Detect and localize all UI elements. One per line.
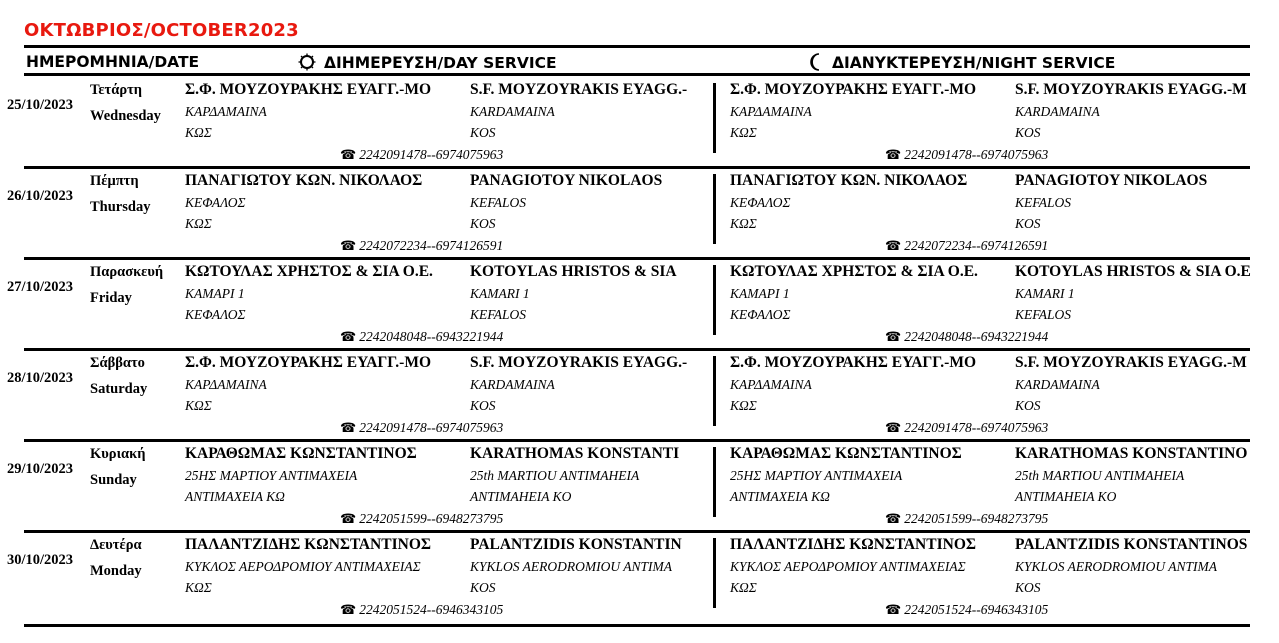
day-pharmacy-name-gr: ΚΩΤΟΥΛΑΣ ΧΡΗΣΤΟΣ & ΣΙΑ Ο.Ε. <box>185 263 433 280</box>
day-address-en: KARDAMAINA <box>470 377 555 392</box>
phone-icon: ☎ <box>885 329 902 344</box>
column-divider <box>713 265 716 335</box>
night-service-header <box>808 53 1115 72</box>
day-city-en: KOS <box>470 580 496 595</box>
day-city-en: KEFALOS <box>470 307 527 322</box>
night-address-gr: ΚΥΚΛΟΣ ΑΕΡΟΔΡΟΜΙΟΥ ΑΝΤΙΜΑΧΕΙΑΣ <box>730 559 966 574</box>
row-date: 27/10/2023 <box>7 279 74 295</box>
day-phone[interactable] <box>340 238 503 254</box>
day-city-gr: ΚΩΣ <box>185 125 212 140</box>
row-date: 25/10/2023 <box>7 97 74 113</box>
night-pharmacy-name-en: PALANTZIDIS KONSTANTINOS <box>1015 536 1248 553</box>
night-address-en: KARDAMAINA <box>1015 377 1100 392</box>
sun-icon <box>298 53 316 71</box>
row-date: 29/10/2023 <box>7 461 74 477</box>
night-phone[interactable] <box>885 511 1048 527</box>
row-day-greek: Κυριακή <box>90 446 146 462</box>
night-phone-number: 2242051599--6948273795 <box>904 511 1049 526</box>
night-phone[interactable] <box>885 329 1048 345</box>
night-pharmacy-name-en: S.F. MOYZOYRAKIS EYAGG.-M <box>1015 81 1247 98</box>
header-bottom-rule <box>24 73 1250 76</box>
night-city-en: KOS <box>1015 580 1041 595</box>
night-city-gr: ΚΕΦΑΛΟΣ <box>730 307 791 322</box>
day-pharmacy-name-gr: Σ.Φ. ΜΟΥΖΟΥΡΑΚΗΣ ΕΥΑΓΓ.-ΜΟ <box>185 81 432 98</box>
day-phone-number: 2242048048--6943221944 <box>359 329 504 344</box>
day-address-en: KARDAMAINA <box>470 104 555 119</box>
day-phone-number: 2242091478--6974075963 <box>359 147 504 162</box>
column-divider <box>713 174 716 244</box>
row-day-greek: Δευτέρα <box>90 537 142 553</box>
day-city-gr: ΚΩΣ <box>185 216 212 231</box>
row-day-english: Friday <box>90 290 132 306</box>
column-divider <box>713 83 716 153</box>
night-pharmacy-name-gr: Σ.Φ. ΜΟΥΖΟΥΡΑΚΗΣ ΕΥΑΓΓ.-ΜΟ <box>730 354 977 371</box>
night-pharmacy-name-en: KARATHOMAS KONSTANTINO <box>1015 445 1248 462</box>
table-row <box>0 260 1279 351</box>
row-date: 28/10/2023 <box>7 370 74 386</box>
night-address-gr: ΚΕΦΑΛΟΣ <box>730 195 791 210</box>
night-city-gr: ΚΩΣ <box>730 216 757 231</box>
row-separator <box>24 257 1250 260</box>
night-city-en: ANTIMAHEIA KO <box>1015 489 1117 504</box>
row-day-english: Wednesday <box>90 108 161 124</box>
day-pharmacy-name-en: KOTOYLAS HRISTOS & SIA <box>470 263 677 280</box>
day-city-gr: ΚΕΦΑΛΟΣ <box>185 307 246 322</box>
day-phone[interactable] <box>340 602 503 618</box>
night-phone[interactable] <box>885 602 1048 618</box>
night-phone-number: 2242091478--6974075963 <box>904 147 1049 162</box>
night-city-en: KOS <box>1015 216 1041 231</box>
row-day-english: Sunday <box>90 472 137 488</box>
day-address-gr: ΚΑΡΔΑΜΑΙΝΑ <box>185 377 267 392</box>
day-address-gr: ΚΕΦΑΛΟΣ <box>185 195 246 210</box>
night-city-en: KEFALOS <box>1015 307 1072 322</box>
night-service-label: ΔΙΑΝΥΚΤΕΡΕΥΣΗ/NIGHT SERVICE <box>832 54 1116 72</box>
night-pharmacy-name-en: KOTOYLAS HRISTOS & SIA O.E <box>1015 263 1251 280</box>
row-date: 30/10/2023 <box>7 552 74 568</box>
night-address-en: 25th MARTIOU ANTIMAHEIA <box>1015 468 1185 483</box>
phone-icon: ☎ <box>885 511 902 526</box>
column-divider <box>713 447 716 517</box>
row-day-english: Monday <box>90 563 142 579</box>
night-pharmacy-name-gr: ΚΑΡΑΘΩΜΑΣ ΚΩΝΣΤΑΝΤΙΝΟΣ <box>730 445 962 462</box>
phone-icon: ☎ <box>340 602 357 617</box>
day-phone-number: 2242072234--6974126591 <box>359 238 504 253</box>
day-phone[interactable] <box>340 329 503 345</box>
day-city-en: KOS <box>470 216 496 231</box>
night-city-gr: ΑΝΤΙΜΑΧΕΙΑ ΚΩ <box>730 489 830 504</box>
day-address-en: 25th MARTIOU ANTIMAHEIA <box>470 468 640 483</box>
day-service-label: ΔΙΗΜΕΡΕΥΣΗ/DAY SERVICE <box>324 54 557 72</box>
day-phone[interactable] <box>340 511 503 527</box>
header-top-rule <box>24 45 1250 48</box>
day-city-en: ANTIMAHEIA KO <box>470 489 572 504</box>
night-address-en: KARDAMAINA <box>1015 104 1100 119</box>
day-address-gr: 25ΗΣ ΜΑΡΤΙΟΥ ΑΝΤΙΜΑΧΕΙΑ <box>185 468 358 483</box>
day-phone-number: 2242091478--6974075963 <box>359 420 504 435</box>
night-phone-number: 2242091478--6974075963 <box>904 420 1049 435</box>
moon-icon <box>808 53 824 71</box>
day-address-gr: ΚΑΜΑΡΙ 1 <box>185 286 245 301</box>
night-city-gr: ΚΩΣ <box>730 125 757 140</box>
night-phone-number: 2242072234--6974126591 <box>904 238 1049 253</box>
night-phone-number: 2242051524--6946343105 <box>904 602 1049 617</box>
day-city-en: KOS <box>470 125 496 140</box>
table-bottom-rule <box>24 624 1250 627</box>
day-service-header <box>298 53 557 72</box>
row-day-english: Saturday <box>90 381 148 397</box>
day-pharmacy-name-en: S.F. MOYZOYRAKIS EYAGG.- <box>470 354 688 371</box>
day-phone[interactable] <box>340 420 503 436</box>
night-pharmacy-name-gr: ΚΩΤΟΥΛΑΣ ΧΡΗΣΤΟΣ & ΣΙΑ Ο.Ε. <box>730 263 978 280</box>
night-city-en: KOS <box>1015 398 1041 413</box>
row-day-greek: Παρασκευή <box>90 264 164 280</box>
night-address-gr: ΚΑΜΑΡΙ 1 <box>730 286 790 301</box>
row-separator <box>24 439 1250 442</box>
column-divider <box>713 538 716 608</box>
night-pharmacy-name-gr: ΠΑΛΑΝΤΖΙΔΗΣ ΚΩΝΣΤΑΝΤΙΝΟΣ <box>730 536 977 553</box>
night-address-en: KYKLOS AERODROMIOU ANTIMA <box>1015 559 1218 574</box>
phone-icon: ☎ <box>340 238 357 253</box>
day-pharmacy-name-gr: ΠΑΝΑΓΙΩΤΟΥ ΚΩΝ. ΝΙΚΟΛΑΟΣ <box>185 172 423 189</box>
column-divider <box>713 356 716 426</box>
table-row <box>0 78 1279 169</box>
day-pharmacy-name-en: PALANTZIDIS KONSTANTIN <box>470 536 682 553</box>
day-address-gr: ΚΑΡΔΑΜΑΙΝΑ <box>185 104 267 119</box>
day-pharmacy-name-gr: ΠΑΛΑΝΤΖΙΔΗΣ ΚΩΝΣΤΑΝΤΙΝΟΣ <box>185 536 432 553</box>
row-day-english: Thursday <box>90 199 151 215</box>
night-pharmacy-name-gr: ΠΑΝΑΓΙΩΤΟΥ ΚΩΝ. ΝΙΚΟΛΑΟΣ <box>730 172 968 189</box>
night-address-gr: 25ΗΣ ΜΑΡΤΙΟΥ ΑΝΤΙΜΑΧΕΙΑ <box>730 468 903 483</box>
row-separator <box>24 166 1250 169</box>
day-address-en: KEFALOS <box>470 195 527 210</box>
night-phone[interactable] <box>885 147 1048 163</box>
phone-icon: ☎ <box>885 147 902 162</box>
day-phone[interactable] <box>340 147 503 163</box>
night-city-en: KOS <box>1015 125 1041 140</box>
page-title: ΟΚΤΩΒΡΙΟΣ/OCTOBER2023 <box>24 20 299 41</box>
row-separator <box>24 348 1250 351</box>
phone-icon: ☎ <box>340 329 357 344</box>
night-phone[interactable] <box>885 420 1048 436</box>
day-phone-number: 2242051599--6948273795 <box>359 511 504 526</box>
night-address-gr: ΚΑΡΔΑΜΑΙΝΑ <box>730 377 812 392</box>
night-phone[interactable] <box>885 238 1048 254</box>
night-pharmacy-name-gr: Σ.Φ. ΜΟΥΖΟΥΡΑΚΗΣ ΕΥΑΓΓ.-ΜΟ <box>730 81 977 98</box>
table-row <box>0 169 1279 260</box>
night-city-gr: ΚΩΣ <box>730 580 757 595</box>
row-separator <box>24 530 1250 533</box>
table-row <box>0 351 1279 442</box>
night-address-en: KAMARI 1 <box>1015 286 1075 301</box>
phone-icon: ☎ <box>340 511 357 526</box>
day-address-en: KAMARI 1 <box>470 286 530 301</box>
day-pharmacy-name-gr: ΚΑΡΑΘΩΜΑΣ ΚΩΝΣΤΑΝΤΙΝΟΣ <box>185 445 417 462</box>
phone-icon: ☎ <box>885 420 902 435</box>
day-city-gr: ΚΩΣ <box>185 398 212 413</box>
night-address-en: KEFALOS <box>1015 195 1072 210</box>
day-phone-number: 2242051524--6946343105 <box>359 602 504 617</box>
phone-icon: ☎ <box>340 147 357 162</box>
day-address-gr: ΚΥΚΛΟΣ ΑΕΡΟΔΡΟΜΙΟΥ ΑΝΤΙΜΑΧΕΙΑΣ <box>185 559 421 574</box>
row-day-greek: Σάββατο <box>90 355 145 371</box>
day-address-en: KYKLOS AERODROMIOU ANTIMA <box>470 559 673 574</box>
night-pharmacy-name-en: S.F. MOYZOYRAKIS EYAGG.-M <box>1015 354 1247 371</box>
phone-icon: ☎ <box>885 602 902 617</box>
table-row <box>0 533 1279 624</box>
day-pharmacy-name-gr: Σ.Φ. ΜΟΥΖΟΥΡΑΚΗΣ ΕΥΑΓΓ.-ΜΟ <box>185 354 432 371</box>
row-day-greek: Τετάρτη <box>90 82 143 98</box>
table-row <box>0 442 1279 533</box>
day-city-gr: ΚΩΣ <box>185 580 212 595</box>
row-day-greek: Πέμπτη <box>90 173 139 189</box>
day-city-en: KOS <box>470 398 496 413</box>
night-city-gr: ΚΩΣ <box>730 398 757 413</box>
day-pharmacy-name-en: KARATHOMAS KONSTANTI <box>470 445 680 462</box>
phone-icon: ☎ <box>885 238 902 253</box>
night-pharmacy-name-en: PANAGIOTOY NIKOLAOS <box>1015 172 1208 189</box>
night-address-gr: ΚΑΡΔΑΜΑΙΝΑ <box>730 104 812 119</box>
row-date: 26/10/2023 <box>7 188 74 204</box>
night-phone-number: 2242048048--6943221944 <box>904 329 1049 344</box>
phone-icon: ☎ <box>340 420 357 435</box>
date-column-header: ΗΜΕΡΟΜΗΝΙΑ/DATE <box>26 53 200 71</box>
day-pharmacy-name-en: PANAGIOTOY NIKOLAOS <box>470 172 663 189</box>
day-pharmacy-name-en: S.F. MOYZOYRAKIS EYAGG.- <box>470 81 688 98</box>
day-city-gr: ΑΝΤΙΜΑΧΕΙΑ ΚΩ <box>185 489 285 504</box>
